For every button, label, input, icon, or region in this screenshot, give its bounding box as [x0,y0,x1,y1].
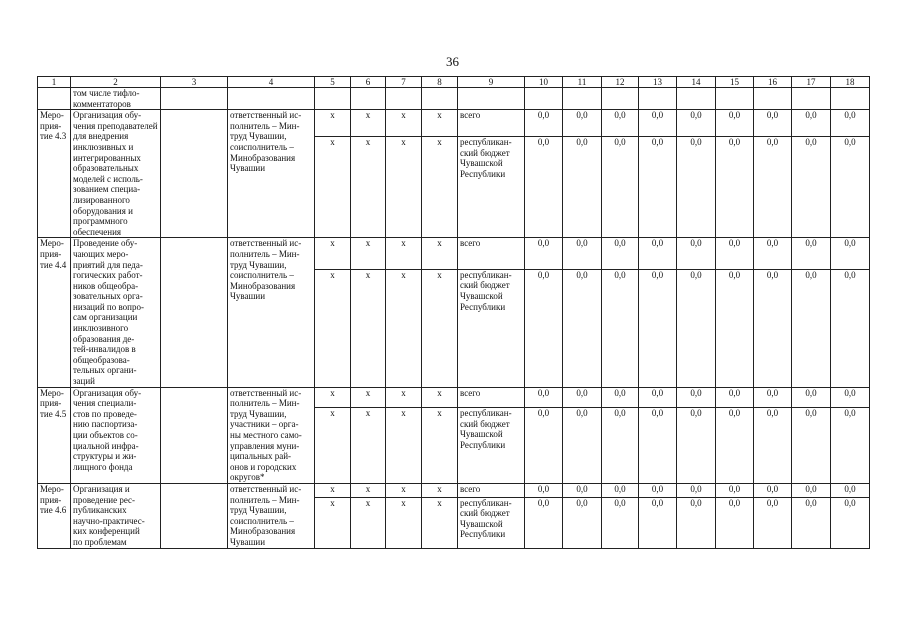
funding-source-cell [458,269,525,387]
executor-line: ответственный ис- [230,110,302,121]
executor-line: полнитель – Мин- [230,398,300,409]
funding-source-cell [458,238,525,269]
code-mark-cell: x [315,497,351,548]
measure-title-line: циальной инфра- [73,440,139,451]
measure-title-line: зованием специа- [73,184,141,195]
funding-value-cell: 0,0 [754,137,792,238]
funding-value-cell: 0,0 [639,238,677,269]
code-mark-cell: x [351,497,386,548]
code-mark-cell: x [351,137,386,238]
measure-title-line: зовательных орга- [73,291,143,302]
code-mark-cell: x [315,238,351,269]
empty-cell [38,88,71,110]
executor-line: полнитель – Мин- [230,248,300,259]
funding-source-line: Чувашской [460,290,503,301]
measure-title-line: чения преподавателей [73,120,158,131]
column-number-header: 9 [458,77,525,88]
funding-value-cell: 0,0 [792,238,831,269]
column-number-header: 7 [386,77,422,88]
measure-title-line: ников общеобра- [73,280,139,291]
code-mark-cell: x [422,497,458,548]
empty-cell [677,88,716,110]
measure-id-cell [38,483,71,548]
executor-line: ответственный ис- [230,387,302,398]
funding-source-cell [458,137,525,238]
funding-value-cell: 0,0 [677,137,716,238]
funding-value-cell: 0,0 [677,269,716,387]
page-number: 36 [446,54,459,69]
measure-id-line: Меро- [40,238,64,249]
empty-cell [161,88,228,110]
continuation-line: том числе тифло- [73,88,140,98]
funding-value-cell: 0,0 [792,269,831,387]
funding-value-cell: 0,0 [563,407,602,483]
empty-cell [563,88,602,110]
executor-line: ны местного само- [230,430,302,440]
empty-cell [386,88,422,110]
code-mark-cell: x [386,497,422,548]
measure-id-cell [38,387,71,483]
measure-title-cell [71,110,161,238]
measure-id-line: прия- [40,248,62,259]
executor-line: ответственный ис- [230,483,302,494]
funding-value-cell: 0,0 [602,407,639,483]
executor-line: соисполнитель – [230,515,294,526]
funding-source-line: республикан- [460,407,512,418]
empty-cell [422,88,458,110]
funding-value-cell: 0,0 [602,483,639,497]
measure-title-line: ции объектов со- [73,430,138,440]
funding-source-line: Республики [460,529,506,540]
funding-value-cell: 0,0 [716,269,754,387]
measure-total-row [38,110,870,137]
executor-line: округов* [230,472,265,483]
executor-line: Чувашии [230,163,266,174]
funding-source-line: всего [460,387,481,398]
measure-id-line: прия- [40,494,62,505]
funding-value-cell: 0,0 [831,269,870,387]
funding-source-line: Республики [460,301,506,312]
code-mark-cell: x [386,238,422,269]
funding-source-line: Чувашской [460,518,503,529]
code-mark-cell: x [351,483,386,497]
code-mark-cell: x [386,407,422,483]
funding-value-cell: 0,0 [831,387,870,407]
code-mark-cell: x [386,137,422,238]
funding-value-cell: 0,0 [563,387,602,407]
code-mark-cell: x [315,137,351,238]
funding-value-cell: 0,0 [716,387,754,407]
code-mark-cell: x [422,110,458,137]
funding-value-cell: 0,0 [831,137,870,238]
measure-title-line: низаций по вопро- [73,301,144,312]
measure-id-line: тие 4.6 [40,505,67,516]
funding-value-cell: 0,0 [525,269,563,387]
empty-cell [228,88,315,110]
funding-source-line: республикан- [460,497,512,508]
funding-value-cell: 0,0 [754,483,792,497]
funding-value-cell: 0,0 [792,497,831,548]
measure-title-line: Организация и [73,483,130,494]
code-mark-cell: x [386,110,422,137]
funding-value-cell: 0,0 [602,387,639,407]
column-number-header: 13 [639,77,677,88]
funding-value-cell: 0,0 [639,137,677,238]
funding-value-cell: 0,0 [716,238,754,269]
empty-cell [458,88,525,110]
measure-title-cell [71,387,161,483]
empty-cell [161,110,228,238]
funding-value-cell: 0,0 [639,497,677,548]
empty-cell [161,238,228,387]
measure-title-line: образовательных [73,163,139,174]
measure-total-row [38,387,870,407]
funding-source-line: ский бюджет [460,418,510,429]
funding-source-cell [458,497,525,548]
code-mark-cell: x [422,238,458,269]
funding-value-cell: 0,0 [639,483,677,497]
measure-title-line: тей-инвалидов в [73,344,136,355]
executor-line: ципальных рай- [230,451,292,462]
code-mark-cell: x [422,387,458,407]
measure-id-line: прия- [40,120,62,131]
executor-cell [228,238,315,387]
measure-title-line: стов по проведе- [73,408,137,419]
funding-source-line: всего [460,483,481,494]
measure-title-line: проведение рес- [73,494,136,505]
executor-line: Минобразования [230,152,296,163]
code-mark-cell: x [386,387,422,407]
measure-title-line: Организация обу- [73,110,142,121]
funding-value-cell: 0,0 [639,387,677,407]
measure-title-line: чения специали- [73,398,137,409]
funding-value-cell: 0,0 [525,238,563,269]
executor-line: труд Чувашии, [230,505,287,516]
funding-value-cell: 0,0 [716,137,754,238]
empty-cell [716,88,754,110]
measure-title-line: публиканских [73,505,127,516]
measure-title-cell [71,238,161,387]
measure-title-line: общеобразова- [73,354,130,365]
empty-cell [639,88,677,110]
column-number-header: 6 [351,77,386,88]
funding-value-cell: 0,0 [563,497,602,548]
empty-cell [161,483,228,548]
funding-source-line: ский бюджет [460,508,510,519]
funding-source-line: Республики [460,439,506,450]
code-mark-cell: x [422,407,458,483]
measure-title-line: тельных органи- [73,365,137,376]
executor-line: полнитель – Мин- [230,494,300,505]
measure-title-line: научно-практичес- [73,515,145,526]
executor-line: труд Чувашии, [230,131,287,142]
code-mark-cell: x [386,483,422,497]
executor-line: соисполнитель – [230,270,294,281]
funding-source-line: республикан- [460,269,512,280]
funding-value-cell: 0,0 [792,110,831,137]
column-number-header: 11 [563,77,602,88]
funding-value-cell: 0,0 [754,497,792,548]
measure-title-line: ких конференций [73,526,140,537]
measure-title-line: моделей с исполь- [73,173,143,184]
executor-line: участники – орга- [230,419,299,430]
measure-title-line: заций [73,376,95,387]
funding-source-cell [458,110,525,137]
empty-cell [315,88,351,110]
executor-line: ответственный ис- [230,238,302,249]
measure-total-row [38,238,870,269]
funding-value-cell: 0,0 [754,407,792,483]
executor-line: Чувашии [230,291,266,302]
funding-source-line: ский бюджет [460,280,510,291]
executor-line: управления муни- [230,440,300,451]
funding-value-cell: 0,0 [563,483,602,497]
measure-title-line: инклюзивного [73,323,129,334]
measure-title-line: по проблемам [73,536,127,547]
funding-value-cell: 0,0 [792,387,831,407]
measure-id-line: тие 4.5 [40,408,67,419]
measure-title-line: лищного фонда [73,461,133,472]
executor-cell [228,483,315,548]
measure-title-line: гогических работ- [73,270,143,281]
code-mark-cell: x [351,407,386,483]
funding-value-cell: 0,0 [525,387,563,407]
code-mark-cell: x [351,387,386,407]
funding-value-cell: 0,0 [602,110,639,137]
executor-line: полнитель – Мин- [230,120,300,131]
funding-value-cell: 0,0 [602,269,639,387]
continuation-line: комментаторов [73,98,131,109]
funding-value-cell: 0,0 [639,407,677,483]
funding-source-line: всего [460,110,481,121]
funding-value-cell: 0,0 [677,387,716,407]
code-mark-cell: x [422,269,458,387]
column-number-header: 4 [228,77,315,88]
funding-value-cell: 0,0 [563,269,602,387]
measure-id-cell [38,238,71,387]
empty-cell [525,88,563,110]
funding-value-cell: 0,0 [716,407,754,483]
funding-value-cell: 0,0 [831,407,870,483]
executor-line: труд Чувашии, [230,259,287,270]
funding-value-cell: 0,0 [831,483,870,497]
header-row [38,77,870,88]
measure-title-cell [71,483,161,548]
executor-line: Минобразования [230,526,296,537]
measure-title-line: сам организации [73,312,138,323]
funding-source-line: Чувашской [460,158,503,169]
empty-cell [602,88,639,110]
measure-total-row [38,483,870,497]
measure-id-line: Меро- [40,110,64,121]
column-number-header: 15 [716,77,754,88]
funding-value-cell: 0,0 [831,110,870,137]
code-mark-cell: x [315,387,351,407]
empty-cell [792,88,831,110]
measure-title-line: Организация обу- [73,387,142,398]
executor-line: труд Чувашии, [230,408,287,419]
code-mark-cell: x [422,137,458,238]
funding-value-cell: 0,0 [563,137,602,238]
code-mark-cell: x [422,483,458,497]
column-number-header: 3 [161,77,228,88]
code-mark-cell: x [315,483,351,497]
empty-cell [351,88,386,110]
funding-value-cell: 0,0 [754,110,792,137]
column-number-header: 18 [831,77,870,88]
funding-value-cell: 0,0 [677,497,716,548]
executor-cell [228,110,315,238]
measure-id-line: тие 4.4 [40,259,67,270]
funding-value-cell: 0,0 [831,497,870,548]
continuation-cell [71,88,161,110]
funding-source-line: ский бюджет [460,147,510,158]
measure-id-cell [38,110,71,238]
funding-value-cell: 0,0 [792,137,831,238]
funding-value-cell: 0,0 [602,238,639,269]
code-mark-cell: x [386,269,422,387]
code-mark-cell: x [315,269,351,387]
funding-value-cell: 0,0 [754,387,792,407]
column-number-header: 2 [71,77,161,88]
measure-title-line: обеспечения [73,226,122,237]
funding-source-cell [458,387,525,407]
measure-title-line: для внедрения [73,131,129,142]
funding-source-line: Чувашской [460,429,503,440]
funding-source-line: всего [460,238,481,249]
measure-id-line: прия- [40,398,62,409]
column-number-header: 8 [422,77,458,88]
code-mark-cell: x [315,110,351,137]
funding-value-cell: 0,0 [677,407,716,483]
funding-value-cell: 0,0 [602,137,639,238]
funding-value-cell: 0,0 [831,238,870,269]
measure-title-line: инклюзивных и [73,141,134,152]
funding-value-cell: 0,0 [677,238,716,269]
code-mark-cell: x [315,407,351,483]
funding-value-cell: 0,0 [716,110,754,137]
column-number-header: 14 [677,77,716,88]
program-table [37,76,870,549]
funding-value-cell: 0,0 [754,238,792,269]
funding-value-cell: 0,0 [525,483,563,497]
empty-cell [831,88,870,110]
measure-title-line: оборудования и [73,205,133,216]
funding-value-cell: 0,0 [525,137,563,238]
code-mark-cell: x [351,238,386,269]
column-number-header: 16 [754,77,792,88]
empty-cell [161,387,228,483]
measure-id-line: Меро- [40,387,64,398]
funding-source-cell [458,483,525,497]
continuation-row [38,88,870,110]
executor-line: онов и городских [230,461,297,472]
column-number-header: 1 [38,77,71,88]
funding-value-cell: 0,0 [639,110,677,137]
column-number-header: 12 [602,77,639,88]
measure-id-line: Меро- [40,483,64,494]
measure-title-line: чающих меро- [73,248,129,259]
executor-line: Минобразования [230,280,296,291]
funding-value-cell: 0,0 [677,483,716,497]
funding-value-cell: 0,0 [716,483,754,497]
funding-value-cell: 0,0 [563,238,602,269]
funding-value-cell: 0,0 [525,497,563,548]
funding-value-cell: 0,0 [563,110,602,137]
funding-value-cell: 0,0 [525,407,563,483]
code-mark-cell: x [351,269,386,387]
measure-title-line: Проведение обу- [73,238,138,249]
measure-title-line: нию паспортиза- [73,419,138,430]
funding-value-cell: 0,0 [639,269,677,387]
executor-cell [228,387,315,483]
measure-id-line: тие 4.3 [40,131,67,142]
measure-title-line: лизированного [73,194,130,205]
measure-title-line: программного [73,216,128,227]
measure-title-line: структуры и жи- [73,451,137,462]
funding-value-cell: 0,0 [602,497,639,548]
funding-source-line: республикан- [460,137,512,148]
measure-title-line: приятий для педа- [73,259,143,270]
measure-title-line: образования де- [73,333,135,344]
executor-line: Чувашии [230,536,266,547]
funding-value-cell: 0,0 [677,110,716,137]
empty-cell [754,88,792,110]
funding-source-line: Республики [460,168,506,179]
funding-value-cell: 0,0 [792,407,831,483]
funding-value-cell: 0,0 [754,269,792,387]
funding-source-cell [458,407,525,483]
funding-value-cell: 0,0 [525,110,563,137]
code-mark-cell: x [351,110,386,137]
column-number-header: 10 [525,77,563,88]
measure-title-line: интегрированных [73,152,141,163]
funding-value-cell: 0,0 [792,483,831,497]
funding-value-cell: 0,0 [716,497,754,548]
executor-line: соисполнитель – [230,141,294,152]
column-number-header: 5 [315,77,351,88]
column-number-header: 17 [792,77,831,88]
